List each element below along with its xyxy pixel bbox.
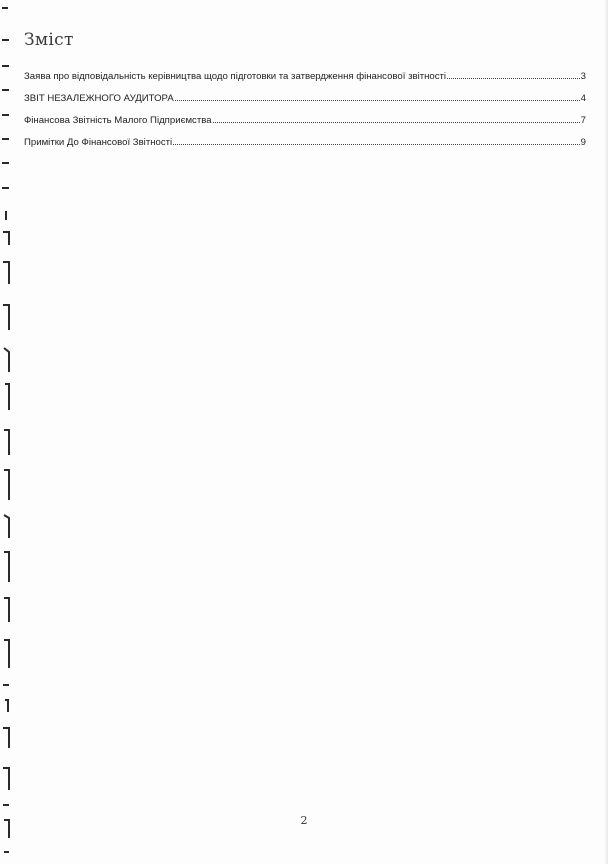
toc-entry-title: Заява про відповідальність керівництва щодо підготовки та затвердження фінансової звітності xyxy=(24,71,447,82)
toc-leader-dots xyxy=(175,100,580,101)
toc-leader-dots xyxy=(447,78,580,79)
toc-entry[interactable] xyxy=(24,71,586,93)
toc-entry[interactable] xyxy=(24,137,586,159)
toc-entry-title: Примітки До Фінансової Звітності xyxy=(24,137,173,148)
toc-leader-dots xyxy=(173,144,579,145)
page-number: 2 xyxy=(300,814,308,827)
toc-leader-dots xyxy=(213,122,580,123)
toc-entry-title: Фінансова Звітність Малого Підприємства xyxy=(24,115,212,126)
toc-heading: Зміст xyxy=(24,30,74,50)
toc-entry[interactable] xyxy=(24,115,586,137)
toc-entry[interactable] xyxy=(24,93,586,115)
toc-entry-page: 4 xyxy=(580,93,586,104)
table-of-contents xyxy=(24,71,586,159)
toc-entry-page: 3 xyxy=(580,71,586,82)
toc-entry-page: 7 xyxy=(580,115,586,126)
page-edge-shadow xyxy=(604,0,608,864)
toc-entry-page: 9 xyxy=(580,137,586,148)
toc-entry-title: ЗВІТ НЕЗАЛЕЖНОГО АУДИТОРА xyxy=(24,93,174,104)
